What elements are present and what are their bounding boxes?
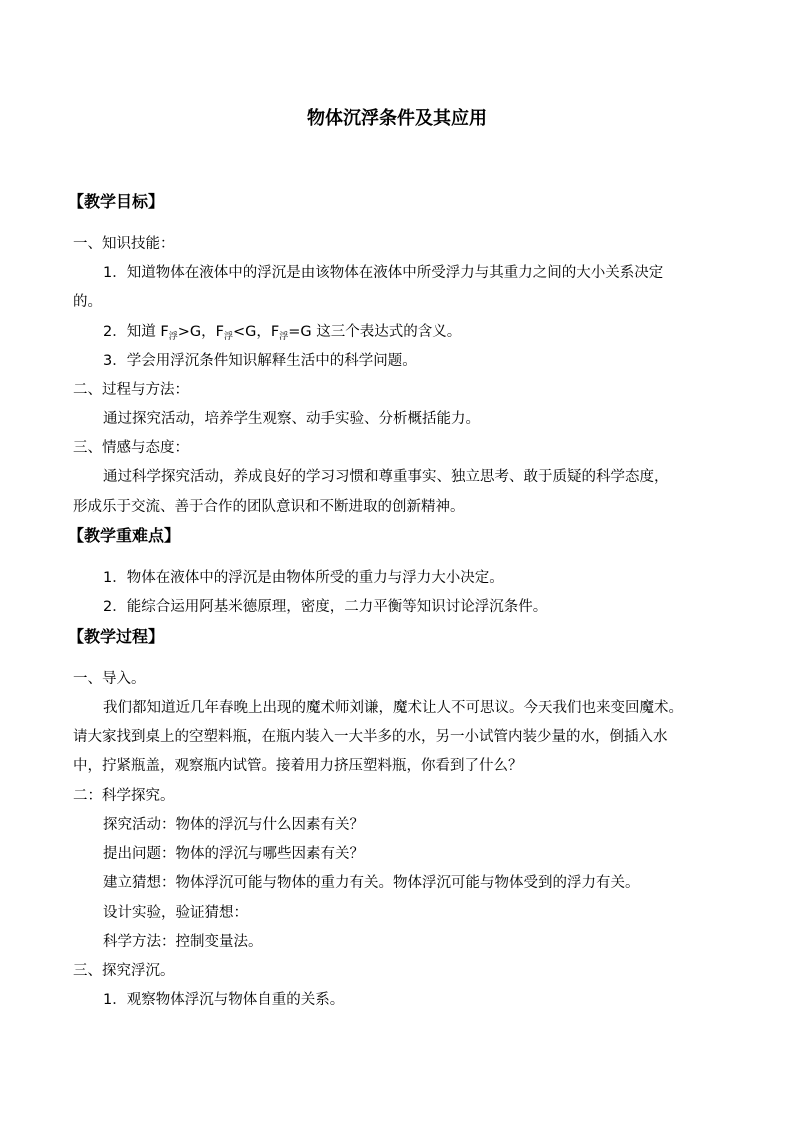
intro-para-a: 我们都知道近几年春晚上出现的魔术师刘谦，魔术让人不可思议。今天我们也来变回魔术。 [103, 700, 683, 716]
intro-para-c: 中，拧紧瓶盖，观察瓶内试管。接着用力挤压塑料瓶，你看到了什么？ [73, 758, 523, 774]
formula-tail: =G 这三个表达式的含义。 [288, 324, 462, 340]
subscript-buoyancy: 浮 [223, 332, 233, 342]
process-method-title: 二、过程与方法： [73, 382, 189, 398]
process-method-item: 通过探究活动，培养学生观察、动手实验、分析概括能力。 [103, 411, 480, 427]
process-heading: 【教学过程】 [68, 627, 165, 646]
explore-item-1: 1．观察物体浮沉与物体自重的关系。 [103, 992, 345, 1008]
inquiry-title: 二：科学探究。 [73, 788, 175, 804]
subscript-buoyancy: 浮 [279, 332, 289, 342]
key-point-2: 2．能综合运用阿基米德原理，密度，二力平衡等知识讨论浮沉条件。 [103, 599, 548, 615]
goals-heading: 【教学目标】 [68, 192, 165, 211]
inquiry-design: 设计实验，验证猜想： [103, 905, 248, 921]
knowledge-title: 一、知识技能： [73, 236, 175, 252]
inquiry-hypothesis: 建立猜想：物体浮沉可能与物体的重力有关。物体浮沉可能与物体受到的浮力有关。 [103, 875, 640, 891]
emotion-item-a: 通过科学探究活动，养成良好的学习习惯和尊重事实、独立思考、敢于质疑的科学态度， [103, 469, 669, 485]
knowledge-item-1b: 的。 [73, 294, 102, 310]
emotion-item-b: 形成乐于交流、善于合作的团队意识和不断进取的创新精神。 [73, 499, 465, 515]
formula-lead: 2．知道 F [103, 324, 169, 340]
emotion-title: 三、情感与态度： [73, 440, 189, 456]
explore-title: 三、探究浮沉。 [73, 963, 175, 979]
intro-para-b: 请大家找到桌上的空塑料瓶，在瓶内装入一大半多的水，另一小试管内装少量的水，倒插入水 [73, 729, 668, 745]
key-points-heading: 【教学重难点】 [68, 526, 181, 545]
knowledge-item-1a: 1．知道物体在液体中的浮沉是由该物体在液体中所受浮力与其重力之间的大小关系决定 [103, 265, 664, 281]
knowledge-item-3: 3．学会用浮沉条件知识解释生活中的科学问题。 [103, 353, 417, 369]
knowledge-item-2 [103, 322, 461, 347]
inquiry-method: 科学方法：控制变量法。 [103, 934, 263, 950]
intro-title: 一、导入。 [73, 671, 146, 687]
page-title: 物体沉浮条件及其应用 [307, 108, 487, 129]
inquiry-activity: 探究活动：物体的浮沉与什么因素有关？ [103, 817, 364, 833]
formula-gt: >G，F [177, 324, 224, 340]
key-point-1: 1．物体在液体中的浮沉是由物体所受的重力与浮力大小决定。 [103, 570, 504, 586]
inquiry-question: 提出问题：物体的浮沉与哪些因素有关？ [103, 846, 364, 862]
subscript-buoyancy: 浮 [168, 332, 178, 342]
formula-lt: <G，F [232, 324, 280, 340]
